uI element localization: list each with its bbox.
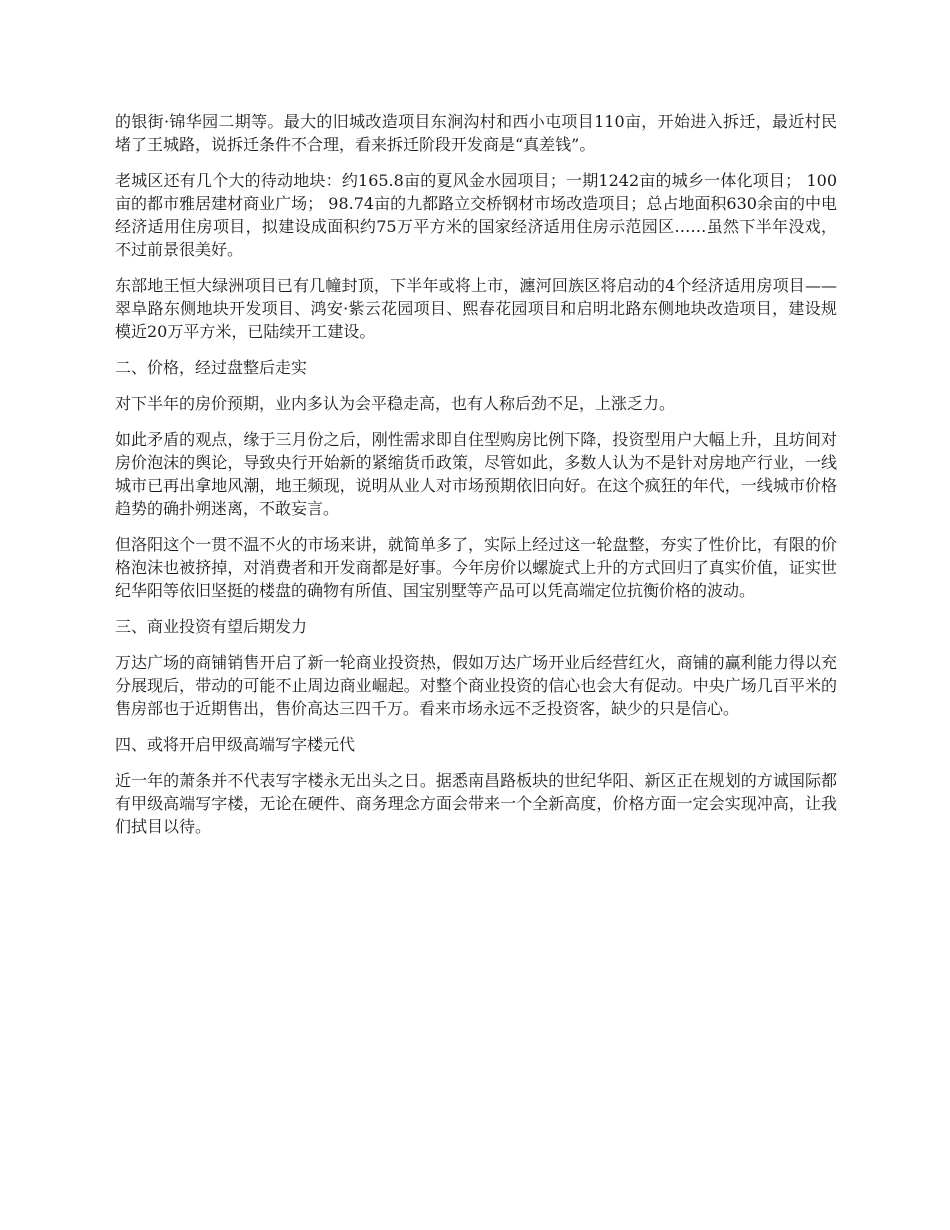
paragraph-old-city-plots: 老城区还有几个大的待动地块：约165.8亩的夏风金水园项目；一期1242亩的城乡一体化项目； 100亩的都市雅居建材商业广场； 98.74亩的九都路立交桥钢材市场改造项目；总占地面积630余亩的中电经济适用住房项目，拟建设成面积约75万平方米的国家经济适用住房示范园区……虽然下半年没戏，不过前景很美好。 — [115, 171, 837, 259]
paragraph-price-expectation: 对下半年的房价预期，业内多认为会平稳走高，也有人称后劲不足，上涨乏力。 — [115, 394, 676, 413]
paragraph-office-buildings: 近一年的萧条并不代表写字楼永无出头之日。据悉南昌路板块的世纪华阳、新区正在规划的方诚国际都有甲级高端写字楼，无论在硬件、商务理念方面会带来一个全新高度，价格方面一定会实现冲高，让我们拭目以待。 — [115, 771, 837, 836]
paragraph-wanda-plaza: 万达广场的商铺销售开启了新一轮商业投资热，假如万达广场开业后经营红火，商铺的赢利能力得以充分展现后，带动的可能不止周边商业崛起。对整个商业投资的信心也会大有促动。中央广场几百平米的售房部也于近期售出，售价高达三四千万。看来市场永远不乏投资客，缺少的只是信心。 — [115, 653, 837, 718]
paragraph-luoyang-market: 但洛阳这个一贯不温不火的市场来讲，就简单多了，实际上经过这一轮盘整，夯实了性价比，有限的价格泡沫也被挤掉，对消费者和开发商都是好事。今年房价以螺旋式上升的方式回归了真实价值，证实世纪华阳等依旧坚挺的楼盘的确物有所值、国宝别墅等产品可以凭高端定位抗衡价格的波动。 — [115, 535, 837, 600]
section-heading-price: 二、价格，经过盘整后走实 — [115, 358, 308, 377]
section-heading-commercial: 三、商业投资有望后期发力 — [115, 617, 308, 636]
section-heading-office: 四、或将开启甲级高端写字楼元代 — [115, 735, 356, 754]
paragraph-demolition: 的银街·锦华园二期等。最大的旧城改造项目东涧沟村和西小屯项目110亩，开始进入拆迁，最近村民堵了王城路，说拆迁条件不合理，看来拆迁阶段开发商是“真差钱”。 — [115, 112, 837, 154]
paragraph-contradictory-views: 如此矛盾的观点，缘于三月份之后，刚性需求即自住型购房比例下降，投资型用户大幅上升，且坊间对房价泡沫的舆论，导致央行开始新的紧缩货币政策，尽管如此，多数人认为不是针对房地产行业，一线城市已再出拿地风潮，地王频现，说明从业人对市场预期依旧向好。在这个疯狂的年代，一线城市价格趋势的确扑朔迷离，不敢妄言。 — [115, 430, 837, 518]
document-body — [115, 110, 837, 851]
paragraph-east-projects: 东部地王恒大绿洲项目已有几幢封顶，下半年或将上市，瀍河回族区将启动的4个经济适用房项目——翠阜路东侧地块开发项目、鸿安·紫云花园项目、熙春花园项目和启明北路东侧地块改造项目，建设规模近20万平方米，已陆续开工建设。 — [115, 276, 837, 341]
